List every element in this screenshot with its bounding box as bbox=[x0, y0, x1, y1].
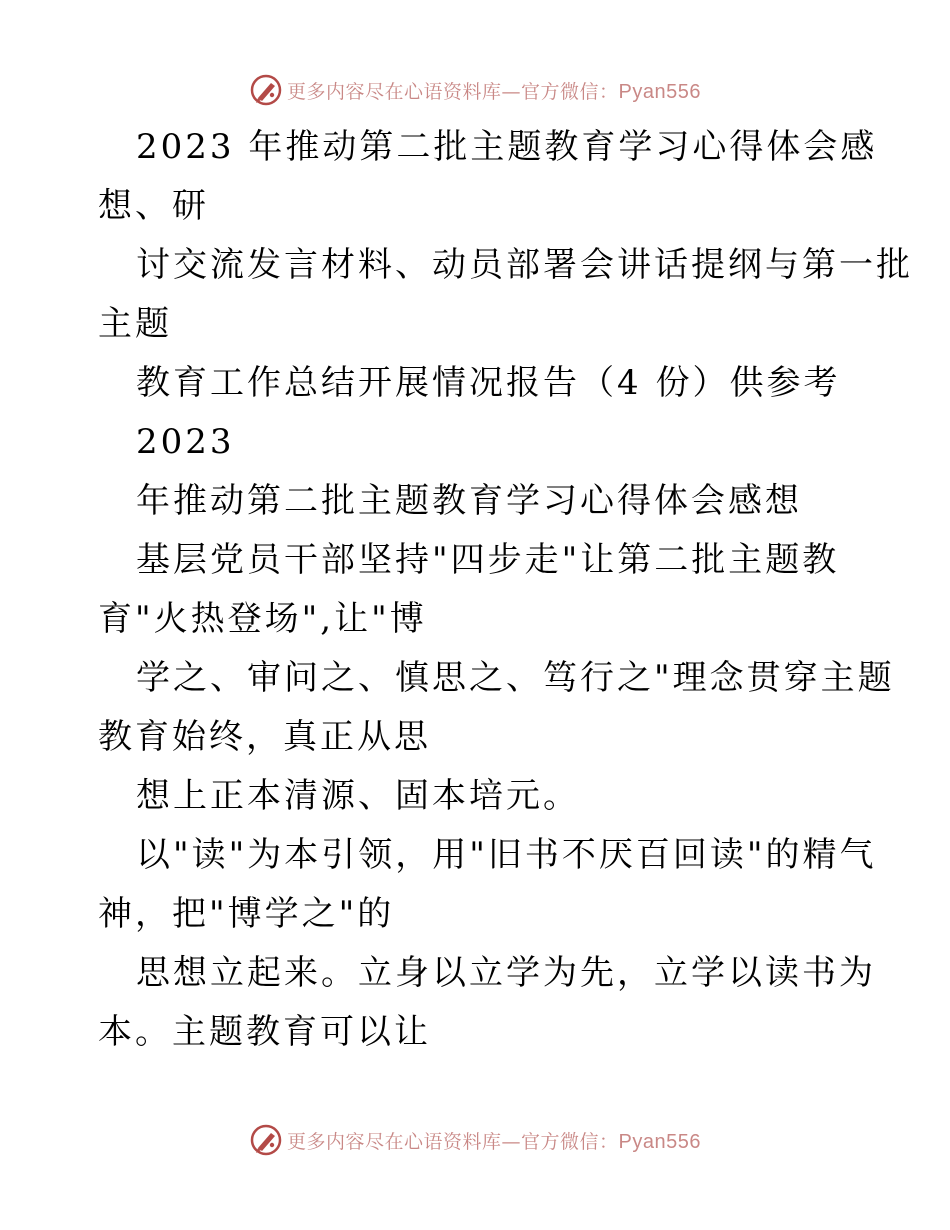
pen-logo-icon bbox=[249, 1123, 283, 1157]
wechat-id: Pyan556 bbox=[618, 80, 701, 103]
banner-text: 更多内容尽在心语资料库—官方微信： bbox=[287, 1130, 619, 1153]
footer-banner bbox=[0, 1120, 950, 1160]
text-line: 本。主题教育可以让 bbox=[98, 1012, 431, 1052]
document-body bbox=[98, 118, 913, 1062]
text-line: 年推动第二批主题教育学习心得体会感想 bbox=[136, 481, 802, 521]
pen-logo-icon bbox=[249, 73, 283, 107]
text-line: 2023 bbox=[136, 422, 235, 462]
wechat-id: Pyan556 bbox=[618, 1130, 701, 1153]
text-line: 主题 bbox=[98, 304, 172, 344]
text-line: 2023 年推动第二批主题教育学习心得体会感 bbox=[136, 127, 878, 167]
header-banner bbox=[0, 70, 950, 110]
text-line: 学之、审问之、慎思之、笃行之"理念贯穿主题 bbox=[136, 658, 895, 698]
text-line: 想上正本清源、固本培元。 bbox=[136, 776, 580, 816]
text-line: 基层党员干部坚持"四步走"让第二批主题教 bbox=[136, 540, 840, 580]
text-line: 想、研 bbox=[98, 186, 209, 226]
banner-text: 更多内容尽在心语资料库—官方微信： bbox=[287, 80, 619, 103]
text-line: 以"读"为本引领，用"旧书不厌百回读"的精气 bbox=[136, 835, 877, 875]
text-line: 教育始终，真正从思 bbox=[98, 717, 431, 757]
text-line: 神，把"博学之"的 bbox=[98, 894, 395, 934]
text-line: 思想立起来。立身以立学为先，立学以读书为 bbox=[136, 953, 876, 993]
text-line: 教育工作总结开展情况报告（4 份）供参考 bbox=[136, 363, 841, 403]
text-line: 讨交流发言材料、动员部署会讲话提纲与第一批 bbox=[136, 245, 913, 285]
text-line: 育"火热登场",让"博 bbox=[98, 599, 427, 639]
